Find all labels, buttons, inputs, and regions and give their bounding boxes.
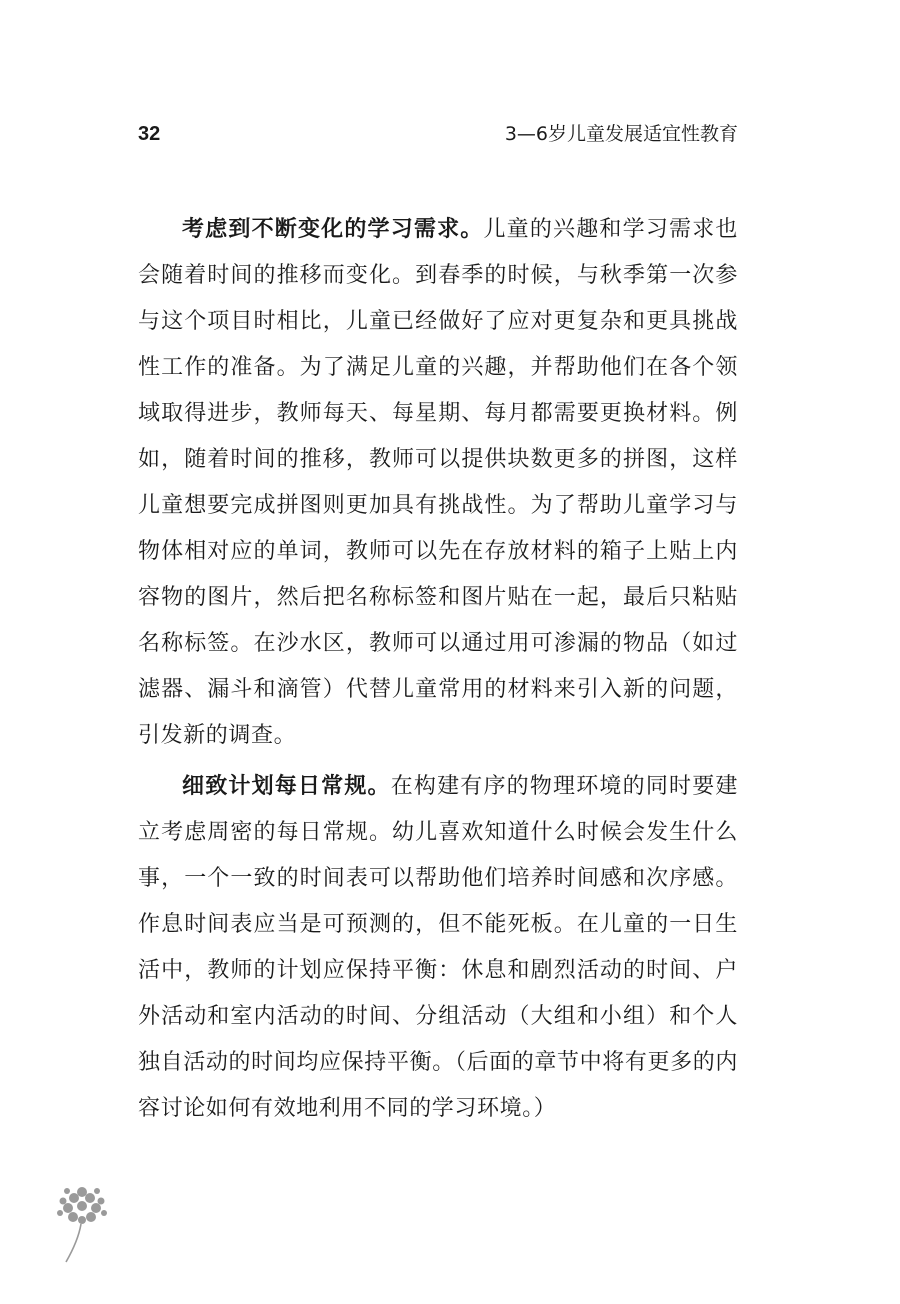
- dandelion-flower-icon: [52, 1184, 112, 1264]
- body-text: [138, 207, 738, 1137]
- paragraph-lead-heading: 考虑到不断变化的学习需求。: [182, 217, 484, 242]
- page-header: [138, 118, 738, 150]
- paragraph-body: 儿童的兴趣和学习需求也会随着时间的推移而变化。到春季的时候，与秋季第一次参与这个项目时相比，儿童已经做好了应对更复杂和更具挑战性工作的准备。为了满足儿童的兴趣，并帮助他们在各个领域取得进步，教师每天、每星期、每月都需要更换材料。例如，随着时间的推移，教师可以提供块数更多的拼图，这样儿童想要完成拼图则更加具有挑战性。为了帮助儿童学习与物体相对应的单词，教师可以先在存放材料的箱子上贴上内容物的图片，然后把名称标签和图片贴在一起，最后只粘贴名称标签。在沙水区，教师可以通过用可渗漏的物品（如过滤器、漏斗和滴管）代替儿童常用的材料来引入新的问题，引发新的调查。: [138, 217, 738, 748]
- paragraph-learning-needs: [138, 207, 738, 759]
- paragraph-daily-routine: [138, 764, 738, 1132]
- page-number: 32: [138, 123, 161, 145]
- paragraph-body: 在构建有序的物理环境的同时要建立考虑周密的每日常规。幼儿喜欢知道什么时候会发生什么事，一个一致的时间表可以帮助他们培养时间感和次序感。作息时间表应当是可预测的，但不能死板。在儿童的一日生活中，教师的计划应保持平衡：休息和剧烈活动的时间、户外活动和室内活动的时间、分组活动（大组和小组）和个人独自活动的时间均应保持平衡。（后面的章节中将有更多的内容讨论如何有效地利用不同的学习环境。）: [138, 774, 738, 1121]
- paragraph-lead-heading: 细致计划每日常规。: [182, 774, 391, 799]
- running-title: 3—6岁儿童发展适宜性教育: [504, 123, 738, 145]
